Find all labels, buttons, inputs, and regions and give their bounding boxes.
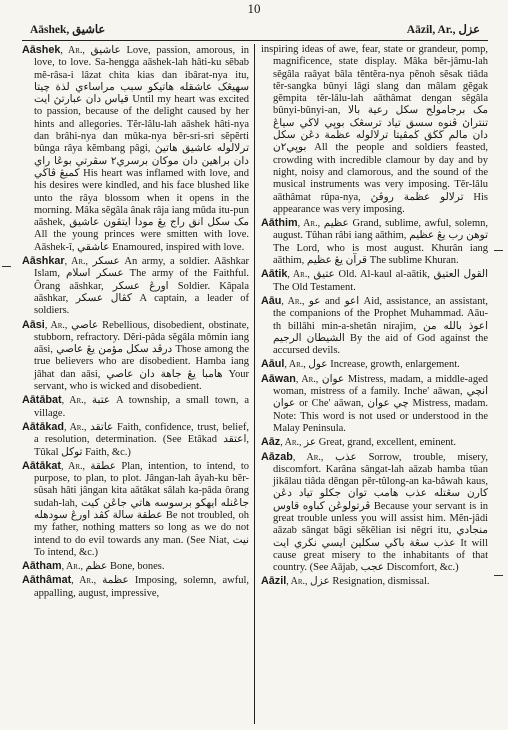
dictionary-entry xyxy=(261,575,488,588)
dictionary-entry xyxy=(261,268,488,294)
definition-text: عزل Resignation, dismissal. xyxy=(310,576,430,588)
dictionary-entry xyxy=(22,394,249,420)
language-abbrev: , Ar., xyxy=(64,256,93,268)
headword: Aāz xyxy=(261,436,281,449)
headword: Aāul xyxy=(261,358,285,371)
dictionary-entry xyxy=(261,358,488,371)
definition-text: عسکر An army, a soldier. Aāshkar Islam, عسکر اسلام The army of the Faithful. Ôrang aāshkar, اورڠ عسکر Soldier. Kâpala aāshkar, کڤال عسکر A captain, a leader of soldiers. xyxy=(34,256,249,317)
dictionary-entry xyxy=(261,373,488,435)
dictionary-entry xyxy=(261,217,488,267)
language-abbrev: , Ar., xyxy=(280,437,305,449)
margin-tick xyxy=(494,250,503,251)
dictionary-entry xyxy=(22,421,249,459)
language-abbrev: , Ar., xyxy=(61,561,86,573)
headword: Aātābat xyxy=(22,394,62,407)
language-abbrev: , Ar., xyxy=(284,359,309,371)
dictionary-entry xyxy=(261,44,488,216)
right-column xyxy=(255,44,488,724)
page-number: 10 xyxy=(247,1,261,16)
definition-text: عظمة Imposing, solemn, awful, appalling, august, impressive, xyxy=(34,575,250,599)
headword: Aātākat xyxy=(22,459,62,472)
definition-text: عاتقد Faith, confidence, trust, belief, a resolution, determination. (See Etâkad اعتقد, Tûkal توکل Faith, &c.) xyxy=(34,421,249,458)
headword: Aāzab xyxy=(261,450,293,463)
definition-text: عتيق Old. Al-kaul al-aātik, القول العتيق The Old Testament. xyxy=(273,269,488,293)
running-head-left: Aāshek, عاشيق xyxy=(30,24,106,36)
headword: Aāthim xyxy=(261,217,298,230)
definition-text: عطقة Plan, intention, to intend, to purpose, to plan, to plot. Jângan-lah âyah-ku bĕr-sûsah hâti jângan kita aātâkat sâlah ka-pâda ôrang sudah-lah, جاڠنله ايهکو برسوسه هاتي جاڠن کيت عطقة سالة کڤد اورڠ سودهله Be not troubled, oh my father, nothing matters so long as we do not intend to do evil towards any man. (See Niat, نيت To intend, &c.) xyxy=(34,460,250,558)
left-column xyxy=(22,44,255,724)
two-column-body xyxy=(22,44,488,724)
definition-text: عو and اعو Aid, assistance, an assistant, the companions of the Prophet Muhammad. Aāu-th billâhi min-a-shetân nirajim, اعوذ بالله من الشيطان الرجيم By the aid of God against the accursed devils. xyxy=(273,295,488,357)
language-abbrev: , Ar., xyxy=(286,576,311,588)
language-abbrev: , Ar., xyxy=(297,218,324,230)
headword: Aāthâmat xyxy=(22,574,72,587)
definition-text: عظم Bone, bones. xyxy=(85,561,165,573)
dictionary-entry xyxy=(22,255,249,317)
headword: Aāzil xyxy=(261,575,287,588)
definition-text: عذب Sorrow, trouble, misery, discomfort. Karâna sângat-lah aāzab hamba tûan jikâlau tiâda dĕngan pĕr-tûlong-an ka-bâwah kaus, کارن سڠتله عذب هامب توان جکلو تياد دڠن ڤرتولوڠن کباوه قاوس Because your servant is in great trouble unless you will assist him. Mĕn-jâdi aāzab sângat bâgi sĕkĕlian isi nĕgri itu, منجادي عذب سڠة باڬي سکلين ايسي نڬري ايت It will cause great misery to the inhabitants of that country. (See Aājab, عجب Discomfort, &c.) xyxy=(273,451,488,574)
headword: Aāu xyxy=(261,294,282,307)
header-rule xyxy=(22,40,488,41)
language-abbrev: , Ar., xyxy=(71,575,103,587)
headword: Aāwan xyxy=(261,372,296,385)
headword: Aāsi xyxy=(22,318,45,331)
definition-text: عظيم Grand, sublime, awful, solemn, august. Tûhan râbi iang aāthim, توهن رب يڠ عظيم The Lord, who is most august. Khurân iang aāthim, قرآن يڠ عظيم The sublime Khuran. xyxy=(273,218,488,267)
headword: Aātham xyxy=(22,560,62,573)
dictionary-entry xyxy=(261,295,488,357)
dictionary-entry xyxy=(22,44,249,254)
language-abbrev: , Ar., xyxy=(61,395,92,407)
margin-tick xyxy=(2,266,11,267)
headword: Aāshek xyxy=(22,44,61,56)
language-abbrev: , Ar., xyxy=(295,373,322,385)
definition-text: عاصي Rebellious, disobedient, obstinate, stubborn, refractory. Dĕri-pâda sĕgâla mômin iang aāsi, درڤد سکل مؤمن يڠ عاصي Those among the true believers who are disobedient. Hamba iang jâhat dan aāsi, هامبا يڠ جاهة دان عاصي Your servant, who is wicked and disobedient. xyxy=(34,319,250,393)
margin-tick xyxy=(494,575,503,576)
language-abbrev: , Ar., xyxy=(287,269,314,281)
definition-text: عوان Mistress, madam, a middle-aged woman, mistress of a family. Inche' aāwan, انچي عوان or Che' aāwan, چي عوان Mistress, madam. Note: This word is not used or understood in the Malay Peninsula. xyxy=(273,373,488,434)
language-abbrev: , Ar., xyxy=(281,295,309,307)
headword: Aātākad xyxy=(22,420,65,433)
definition-text: inspiring ideas of awe, fear, state or grandeur, pomp, magnificence, state display. Mâka bĕr-jâmu-lah sĕgâla raâyat bâla tĕntĕra-nya pĕnoh sĕsak tiâda tĕr-sangka bûnyi lâgi slang dan mâlam gĕgak gĕmpita tĕr-lâlu-lah aāthâmat dengan sĕgâla bûnyi-bûnyi-an, مک برجامولح سکل رعية بالا تنتراڽ ڤنوه سسق تياد ترسڠک بوڽي لاڬي سياڠ دان مالم ڬڬق ڬمڤيتا ترلالوله عظمة دڠن سکل بوڽي٢ن All the people and soldiers feasted, crowding with incredible clamour by day and by night, noisy and clamorous, and the sound of the musical instruments was very imposing. Tĕr-lâlu aāthâmat rûpa-nya, ترلالو عظمة روڤڽ His appearance was very imposing. xyxy=(261,44,488,215)
language-abbrev: , Ar., xyxy=(64,421,91,433)
dictionary-entry xyxy=(22,560,249,573)
dictionary-entry xyxy=(261,436,488,449)
language-abbrev: , Ar., xyxy=(44,319,72,331)
dictionary-entry xyxy=(22,460,249,559)
dictionary-entry xyxy=(22,319,249,394)
dictionary-entry xyxy=(22,574,249,600)
language-abbrev: , Ar., xyxy=(60,45,91,56)
definition-text: عز Great, grand, excellent, eminent. xyxy=(304,437,457,449)
headword: Aātik xyxy=(261,268,288,281)
definition-text: عتبة A township, a small town, a village. xyxy=(34,395,250,419)
definition-text: عول Increase, growth, enlargement. xyxy=(308,359,460,371)
language-abbrev: , Ar., xyxy=(292,451,336,463)
language-abbrev: , Ar., xyxy=(61,460,91,472)
definition-text: عاشيق Love, passion, amorous, in love, to love. Sa-hengga aāshek-lah hâti-ku sĕbab mĕ-râsa-i lâzat chita kias dan ibârat-nya itu, سهيڠک عاشقله هاتيکو سبب مراساءي لذة چيتا قياس دان عبارتڽ ايت Until my heart was excited to passion, because of the delight caused by her hints and allegories. Tĕr-lâlu-lah aāshek hâti-nya dan brâhi-nya dan mûka-nya bĕr-sri-sri sĕpĕrti bûnga râya kĕmbang pâgi, ترلالوله عاشيق هاتيڽ دان براهين دان موکان برسري٢ سڤرتي بوڠا راي کمبڠ ڤاڬي His heart was inflamed with love, and his desires were kindled, and his face blushed like unto the râya blossom when it opens in the morning. Mâka sĕgâla ânak râja iang mûda itu-pun aāshek, مک سکل انق راج يڠ مودا ايتڤون عاشيق All the young princes were smitten with love. Aāshek-î, عاشقي Enamoured, inspired with love. xyxy=(34,45,250,253)
headword: Aāshkar xyxy=(22,255,65,268)
running-head-right: Aāzil, Ar., عزل xyxy=(406,24,480,36)
dictionary-entry xyxy=(261,451,488,575)
